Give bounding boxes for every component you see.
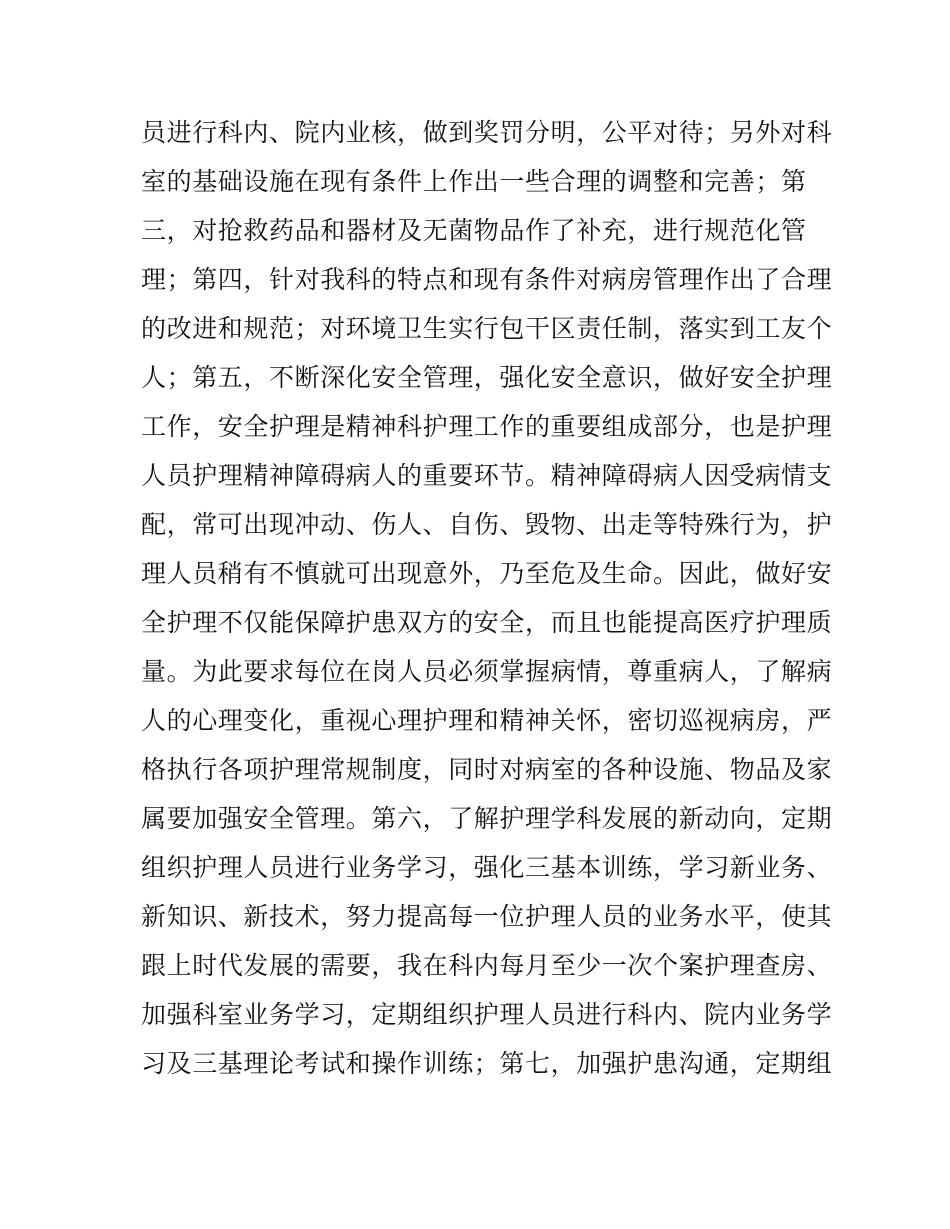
text-line: 属要加强安全管理。第六，了解护理学科发展的新动向，定期 [141,804,833,833]
text-line: 组织护理人员进行业务学习，强化三基本训练，学习新业务、 [141,853,833,882]
text-line: 全护理不仅能保障护患双方的安全，而且也能提高医疗护理质 [141,608,833,637]
text-line: 配，常可出现冲动、伤人、自伤、毁物、出走等特殊行为，护 [141,510,833,539]
body-text [141,108,833,1088]
text-line: 新知识、新技术，努力提高每一位护理人员的业务水平，使其 [141,902,833,931]
text-line: 加强科室业务学习，定期组织护理人员进行科内、院内业务学 [141,1000,833,1029]
text-line: 人；第五，不断深化安全管理，强化安全意识，做好安全护理 [141,363,833,392]
text-line: 员进行科内、院内业核，做到奖罚分明，公平对待；另外对科 [141,118,833,147]
text-line: 工作，安全护理是精神科护理工作的重要组成部分，也是护理 [141,412,833,441]
text-line: 跟上时代发展的需要，我在科内每月至少一次个案护理查房、 [141,951,833,980]
text-line: 人员护理精神障碍病人的重要环节。精神障碍病人因受病情支 [141,461,833,490]
text-line: 的改进和规范；对环境卫生实行包干区责任制，落实到工友个 [141,314,833,343]
text-line: 习及三基理论考试和操作训练；第七，加强护患沟通，定期组 [141,1049,833,1078]
text-line: 理人员稍有不慎就可出现意外，乃至危及生命。因此，做好安 [141,559,833,588]
text-line: 人的心理变化，重视心理护理和精神关怀，密切巡视病房，严 [141,706,833,735]
text-line: 量。为此要求每位在岗人员必须掌握病情，尊重病人，了解病 [141,657,833,686]
text-line: 三，对抢救药品和器材及无菌物品作了补充，进行规范化管 [141,216,807,245]
text-line: 室的基础设施在现有条件上作出一些合理的调整和完善；第 [141,167,807,196]
text-line: 理；第四，针对我科的特点和现有条件对病房管理作出了合理 [141,265,833,294]
text-line: 格执行各项护理常规制度，同时对病室的各种设施、物品及家 [141,755,833,784]
